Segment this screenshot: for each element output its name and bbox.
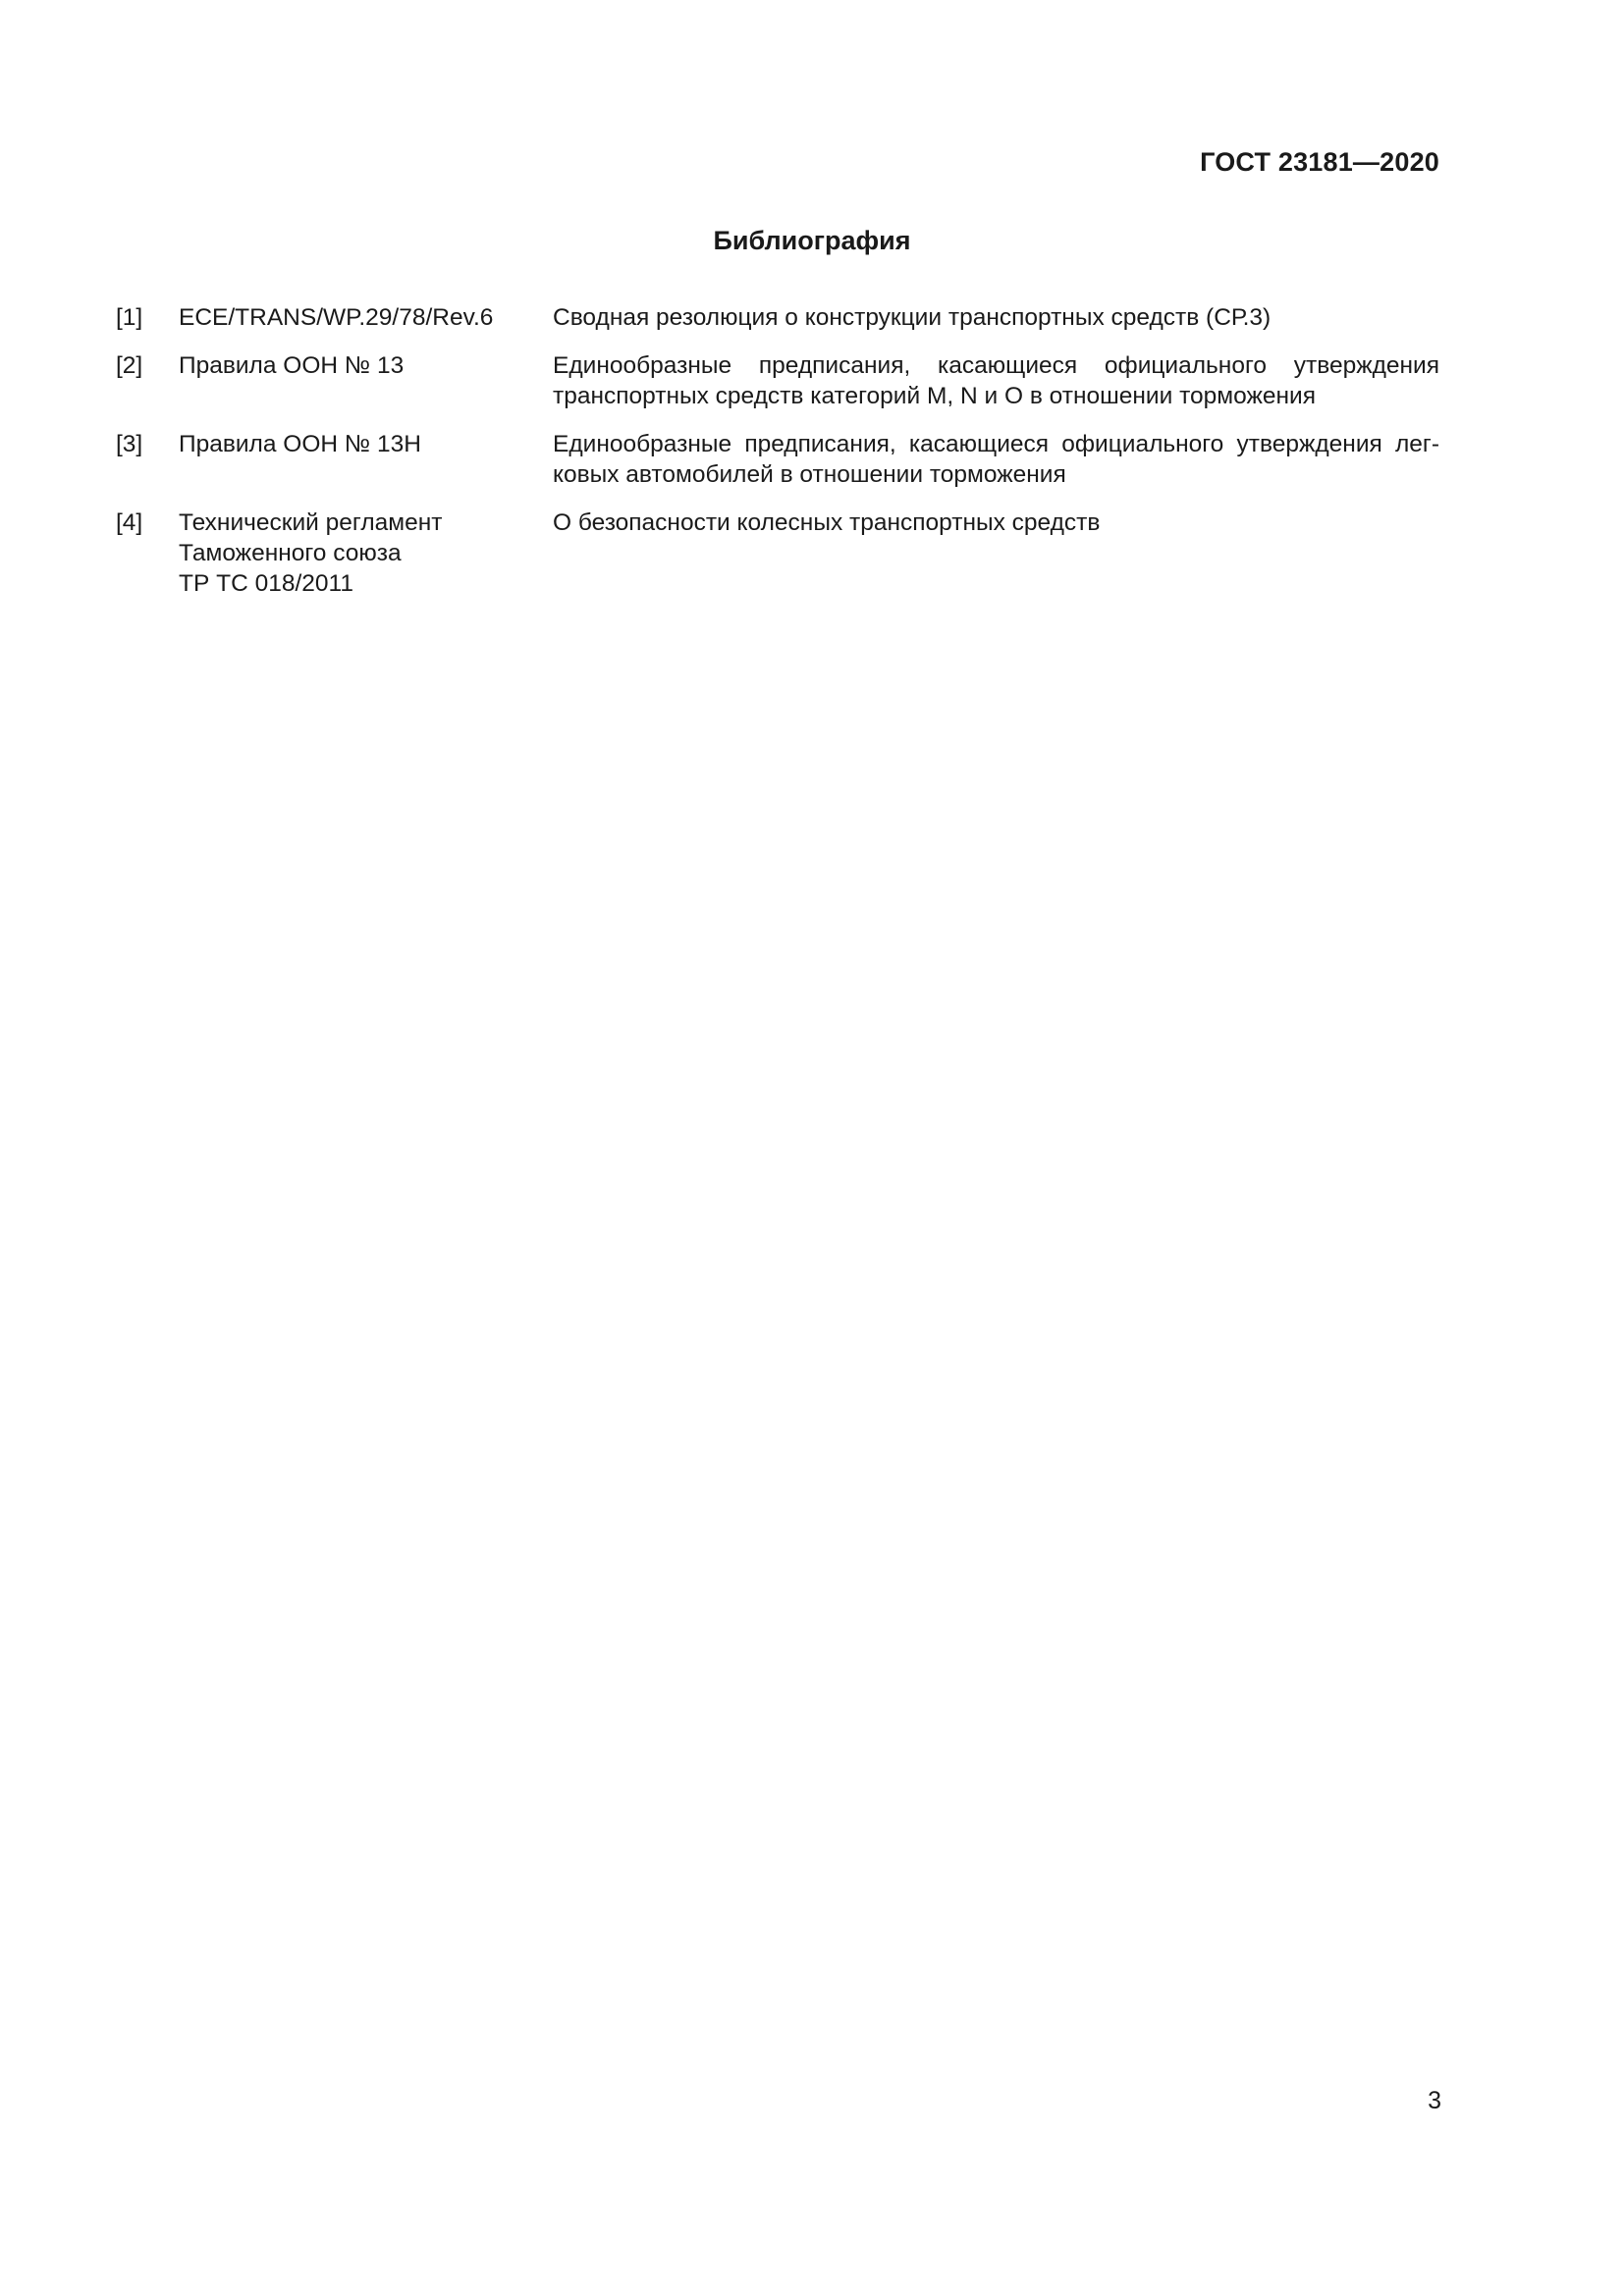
bibliography-entry	[116, 507, 1439, 599]
entry-description-line: Сводная резолюция о конструкции транспортных средств (СР.3)	[553, 304, 1272, 331]
entry-source	[179, 350, 553, 381]
entry-description-line: Единообразные предписания, касающиеся официального утверждения	[553, 352, 1439, 379]
section-title: Библиография	[713, 226, 911, 255]
entry-description	[553, 302, 1439, 333]
entry-source	[179, 302, 553, 333]
entry-description-line: О безопасности колесных транспортных средств	[553, 509, 1101, 536]
bibliography-list	[116, 302, 1439, 616]
entry-description	[553, 507, 1439, 538]
entry-source-line: ТР ТС 018/2011	[179, 570, 353, 597]
entry-source	[179, 507, 553, 599]
entry-description-line: ковых автомобилей в отношении торможения	[553, 461, 1066, 488]
document-code: ГОСТ 23181—2020	[1200, 147, 1439, 177]
page-number: 3	[1428, 2087, 1441, 2114]
entry-description	[553, 350, 1439, 411]
entry-source-line: Правила ООН № 13	[179, 352, 405, 379]
entry-source-line: Таможенного союза	[179, 540, 402, 566]
entry-description-line: транспортных средств категорий М, N и О в отношении торможения	[553, 383, 1316, 409]
bibliography-entry	[116, 302, 1439, 333]
entry-description	[553, 429, 1439, 490]
entry-number: [3]	[116, 431, 143, 457]
entry-source-line: Технический регламент	[179, 509, 443, 536]
entry-number: [1]	[116, 304, 143, 331]
entry-source-line: Правила ООН № 13Н	[179, 431, 421, 457]
entry-number: [4]	[116, 509, 143, 536]
bibliography-entry	[116, 429, 1439, 490]
entry-source	[179, 429, 553, 459]
bibliography-entry	[116, 350, 1439, 411]
entry-description-line: Единообразные предписания, касающиеся официального утверждения лег-	[553, 431, 1439, 457]
entry-source-line: ECE/TRANS/WP.29/78/Rev.6	[179, 304, 494, 331]
entry-number: [2]	[116, 352, 143, 379]
